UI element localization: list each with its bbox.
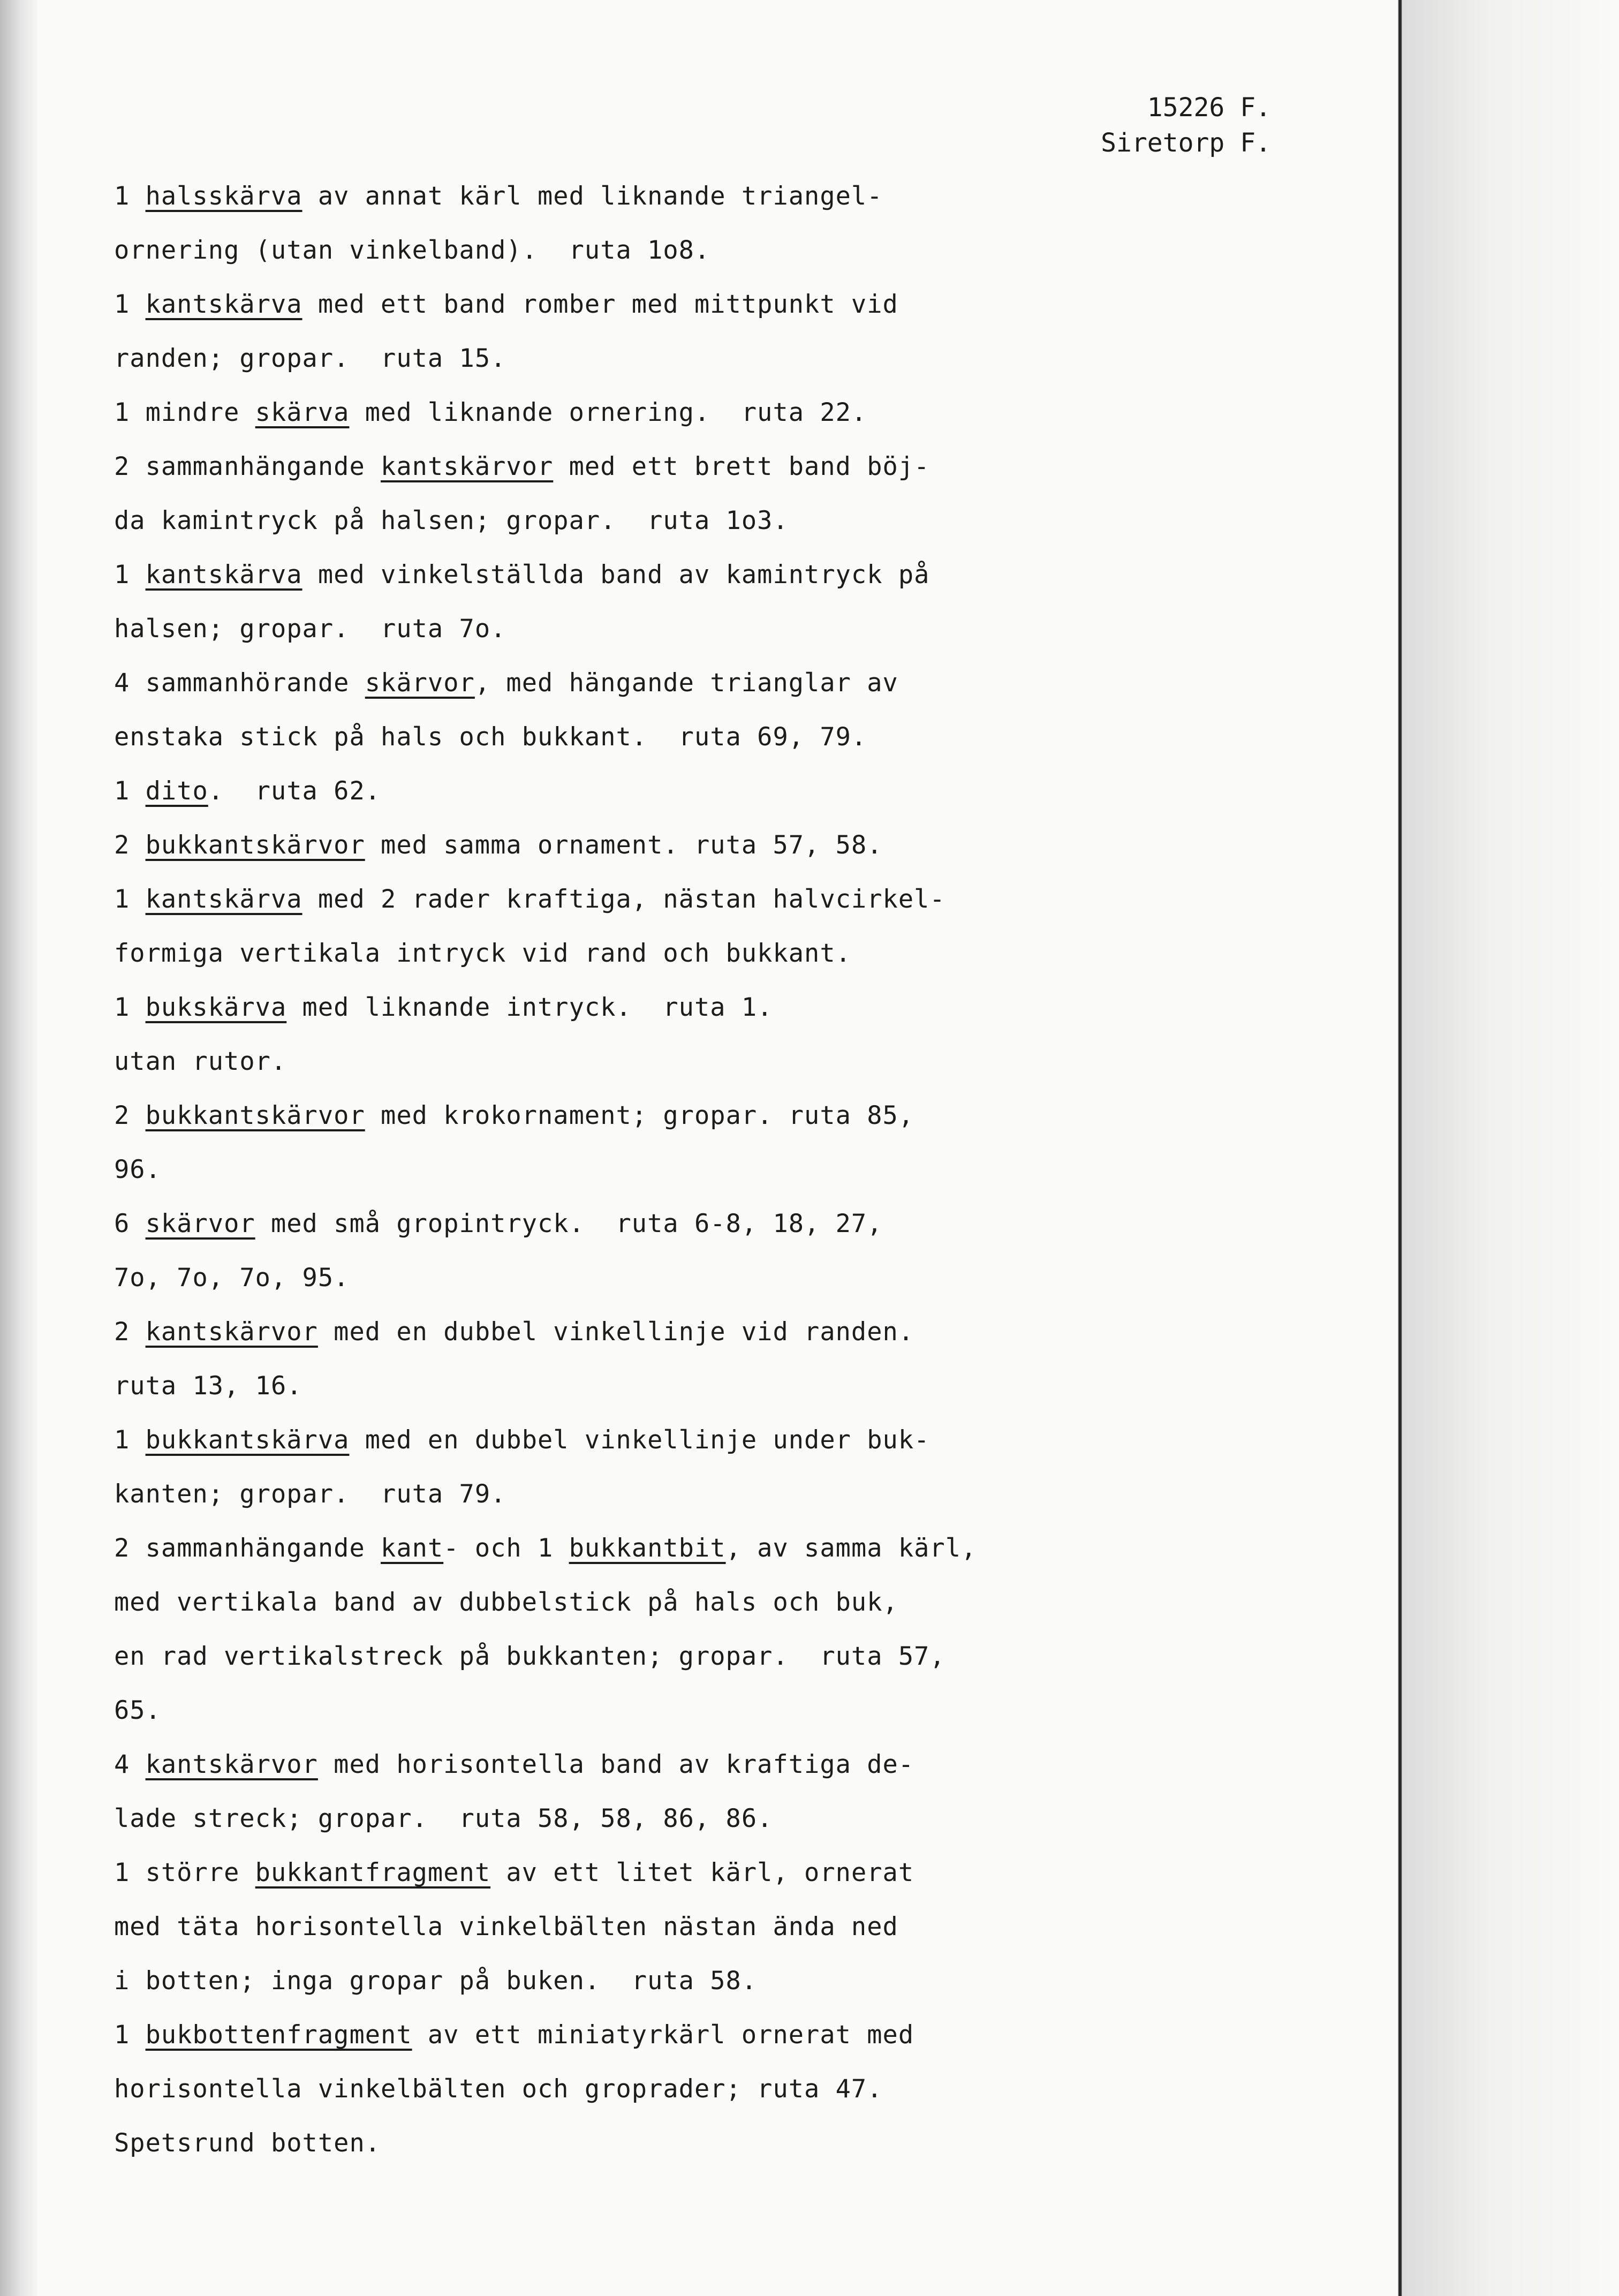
catalog-entry: [114, 1305, 1131, 1413]
entry-prefix: 2: [114, 1101, 146, 1130]
catalog-entry: [114, 386, 1131, 440]
entry-list: [114, 169, 1131, 2170]
entry-line: [114, 1089, 1131, 1143]
entry-description: med 2 rader kraftiga, nästan halvcirkel-: [302, 885, 945, 914]
entry-line: 65.: [114, 1696, 161, 1725]
site-name: Siretorp: [1101, 128, 1225, 158]
catalog-entry: [114, 277, 1131, 386]
entry-description: av ett miniatyrkärl ornerat med: [412, 2020, 914, 2050]
entry-description: med krokornament; gropar. ruta 85,: [365, 1101, 914, 1130]
catalog-entry: [114, 1197, 1131, 1305]
catalog-entry: [114, 818, 1131, 872]
entry-line: utan rutor.: [114, 1047, 287, 1076]
entry-line: [114, 440, 1131, 494]
entry-line: med vertikala band av dubbelstick på hals och buk,: [114, 1588, 898, 1617]
entry-prefix: 4: [114, 1750, 146, 1779]
underlined-term: skärvor: [145, 1209, 255, 1238]
entry-line: [114, 548, 1131, 602]
entry-line: enstaka stick på hals och bukkant. ruta 69, 79.: [114, 722, 867, 752]
entry-prefix: 2 sammanhängande: [114, 452, 381, 481]
entry-prefix: 2: [114, 1317, 146, 1347]
entry-line: [114, 1738, 1131, 1792]
underlined-term: bukkantskärvor: [145, 830, 365, 860]
entry-connector: - och 1: [443, 1534, 569, 1563]
document-header: [1101, 90, 1271, 161]
entry-prefix: 1: [114, 993, 146, 1022]
underlined-term: bukkantskärvor: [145, 1101, 365, 1130]
entry-line: horisontella vinkelbälten och groprader; ruta 47.: [114, 2074, 883, 2104]
entry-line: da kamintryck på halsen; gropar. ruta 1o3.: [114, 506, 789, 535]
underlined-term: bukkantfragment: [255, 1858, 491, 1887]
entry-prefix: 1 mindre: [114, 398, 255, 427]
underlined-term: kantskärva: [145, 290, 302, 319]
entry-description: . ruta 62.: [208, 776, 381, 806]
entry-line: 7o, 7o, 7o, 95.: [114, 1263, 350, 1293]
catalog-entry: [114, 548, 1131, 656]
entry-line: ornering (utan vinkelband). ruta 1o8.: [114, 236, 710, 265]
entry-line: 96.: [114, 1155, 161, 1184]
entry-line: [114, 2008, 1131, 2062]
entry-description: med små gropintryck. ruta 6-8, 18, 27,: [255, 1209, 883, 1238]
catalog-entry: [114, 872, 1131, 980]
entry-line: [114, 1846, 1131, 1900]
underlined-term: bukskärva: [145, 993, 287, 1022]
underlined-term: kantskärvor: [145, 1750, 318, 1779]
entry-description: med ett band romber med mittpunkt vid: [302, 290, 898, 319]
entry-line: med täta horisontella vinkelbälten nästan ända ned: [114, 1912, 898, 1942]
entry-line: [114, 656, 1131, 710]
entry-prefix: 1: [114, 776, 146, 806]
underlined-term: kantskärvor: [381, 452, 554, 481]
entry-description: av annat kärl med liknande triangel-: [302, 182, 883, 211]
entry-line: [114, 980, 1131, 1034]
entry-prefix: 1: [114, 885, 146, 914]
underlined-term: kant: [381, 1534, 444, 1563]
entry-description: , med hängande trianglar av: [474, 668, 898, 698]
catalog-entry: [114, 1846, 1131, 2008]
entry-description: , av samma kärl,: [725, 1534, 977, 1563]
entry-line: [114, 1305, 1131, 1359]
entry-line: halsen; gropar. ruta 7o.: [114, 614, 506, 644]
entry-description: med en dubbel vinkellinje under buk-: [349, 1425, 930, 1455]
entry-line: [114, 277, 1131, 331]
underlined-term: skärvor: [365, 668, 475, 698]
entry-prefix: 2 sammanhängande: [114, 1534, 381, 1563]
underlined-term: skärva: [255, 398, 350, 427]
underlined-term: kantskärvor: [145, 1317, 318, 1347]
underlined-term: dito: [145, 776, 208, 806]
entry-line: [114, 764, 1131, 818]
entry-prefix: 1: [114, 290, 146, 319]
entry-description: med vinkelställda band av kamintryck på: [302, 560, 930, 590]
entry-description: med liknande ornering. ruta 22.: [349, 398, 867, 427]
entry-description: med samma ornament. ruta 57, 58.: [365, 830, 883, 860]
underlined-term: kantskärva: [145, 560, 302, 590]
catalog-entry: [114, 764, 1131, 818]
entry-line: [114, 872, 1131, 926]
catalog-entry: [114, 980, 1131, 1089]
page-left-shadow: [0, 0, 37, 2296]
entry-line: lade streck; gropar. ruta 58, 58, 86, 86.: [114, 1804, 773, 1833]
underlined-term: bukkantskärva: [145, 1425, 350, 1455]
catalog-entry: [114, 1413, 1131, 1521]
catalog-entry: [114, 1738, 1131, 1846]
entry-line: [114, 386, 1131, 440]
catalog-entry: [114, 1089, 1131, 1197]
binder-right-panel: [1403, 0, 1619, 2296]
catalog-number: 15226: [1147, 93, 1225, 123]
entry-description: med ett brett band böj-: [553, 452, 930, 481]
entry-line: i botten; inga gropar på buken. ruta 58.: [114, 1966, 758, 1996]
entry-line: randen; gropar. ruta 15.: [114, 344, 506, 373]
entry-line: [114, 1197, 1131, 1251]
entry-line: en rad vertikalstreck på bukkanten; gropar. ruta 57,: [114, 1642, 945, 1671]
entry-line: Spetsrund botten.: [114, 2128, 381, 2158]
entry-line: [114, 169, 1131, 223]
entry-line: ruta 13, 16.: [114, 1371, 302, 1401]
entry-prefix: 4 sammanhörande: [114, 668, 365, 698]
catalog-entry: [114, 1521, 1131, 1738]
underlined-term: kantskärva: [145, 885, 302, 914]
underlined-term: bukbottenfragment: [145, 2020, 412, 2050]
entry-description: av ett litet kärl, ornerat: [490, 1858, 914, 1887]
entry-prefix: 6: [114, 1209, 146, 1238]
binder-edge-line: [1398, 0, 1402, 2296]
header-mark-2: F.: [1240, 128, 1271, 158]
entry-line: [114, 1521, 1131, 1575]
entry-prefix: 1: [114, 1425, 146, 1455]
entry-description: med en dubbel vinkellinje vid randen.: [317, 1317, 914, 1347]
entry-description: med horisontella band av kraftiga de-: [317, 1750, 914, 1779]
entry-prefix: 1: [114, 182, 146, 211]
entry-prefix: 1 större: [114, 1858, 255, 1887]
entry-prefix: 1: [114, 2020, 146, 2050]
underlined-term: bukkantbit: [569, 1534, 726, 1563]
catalog-entry: [114, 2008, 1131, 2170]
catalog-entry: [114, 656, 1131, 764]
catalog-entry: [114, 169, 1131, 277]
entry-prefix: 2: [114, 830, 146, 860]
underlined-term: halsskärva: [145, 182, 302, 211]
catalog-entry: [114, 440, 1131, 548]
entry-line: [114, 818, 1131, 872]
entry-prefix: 1: [114, 560, 146, 590]
header-mark-1: F.: [1240, 93, 1271, 123]
entry-line: kanten; gropar. ruta 79.: [114, 1479, 506, 1509]
entry-description: med liknande intryck. ruta 1.: [286, 993, 773, 1022]
entry-line: [114, 1413, 1131, 1467]
entry-line: formiga vertikala intryck vid rand och bukkant.: [114, 939, 851, 968]
